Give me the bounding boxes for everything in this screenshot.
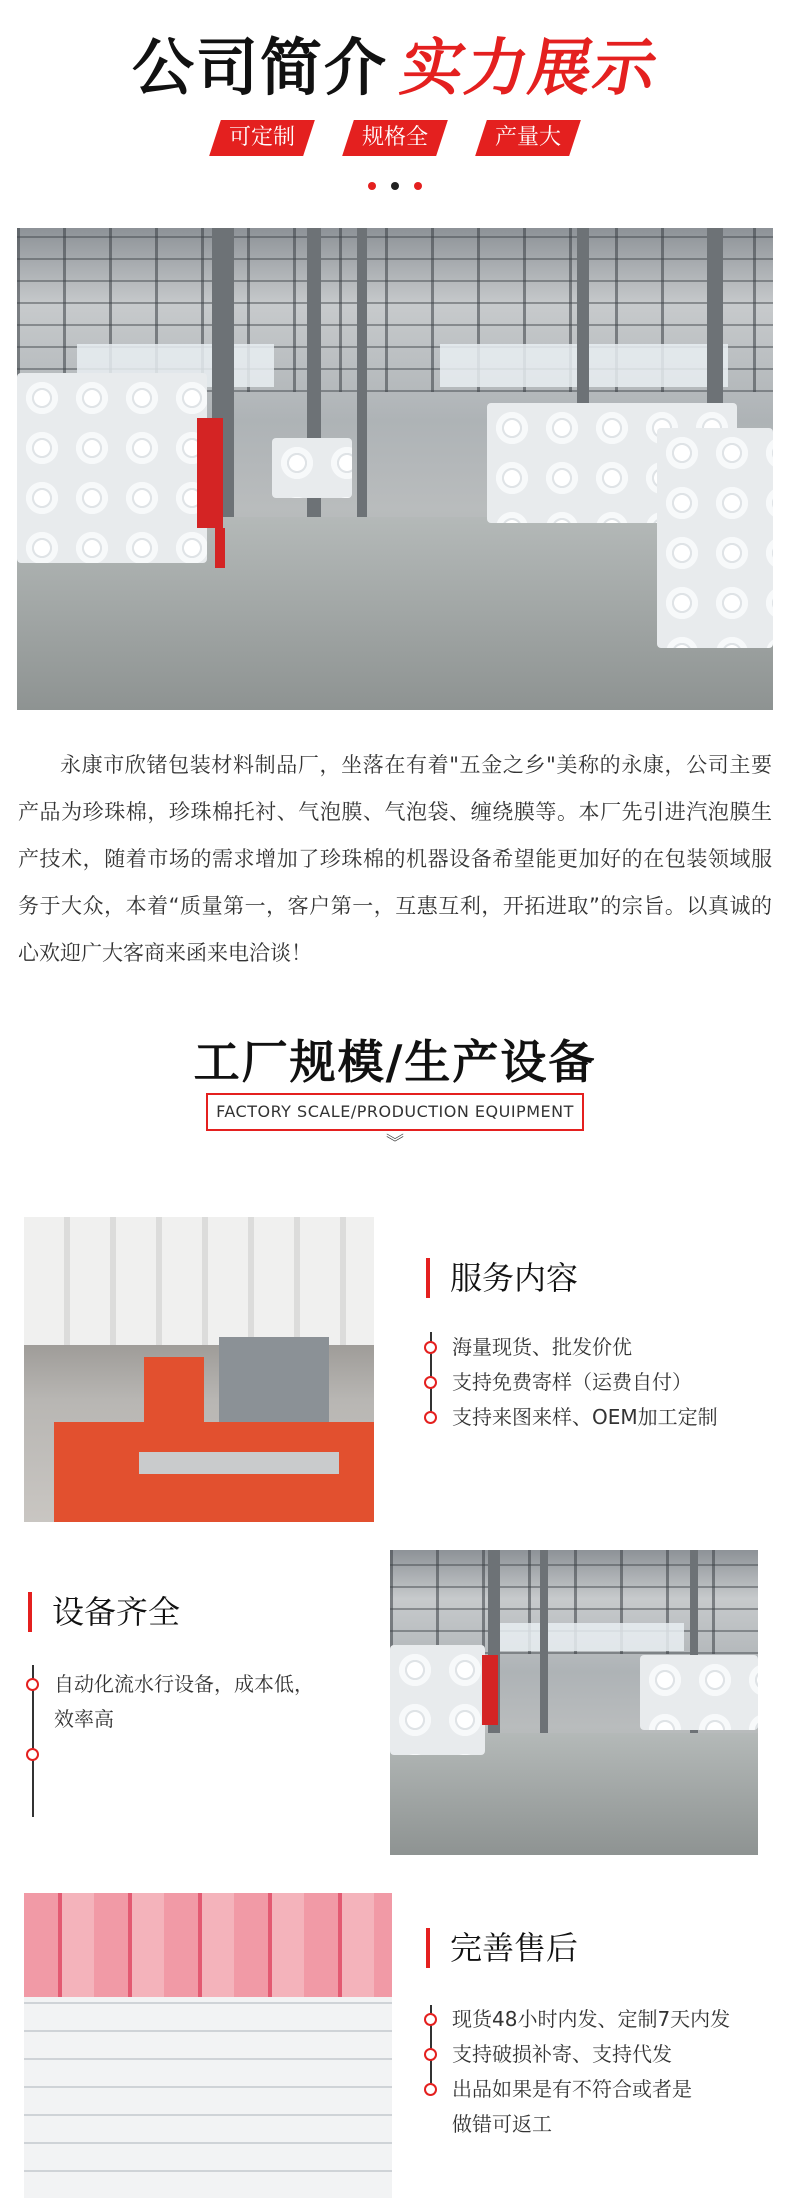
tag-customizable: 可定制 xyxy=(209,120,315,156)
list-item: 支持来图来样、OEM加工定制 xyxy=(424,1400,764,1435)
bullet-icon xyxy=(424,2048,437,2061)
bullet-icon xyxy=(424,1376,437,1389)
feature-service xyxy=(426,1258,766,1298)
list-item: 自动化流水行设备，成本低，效率高 xyxy=(26,1667,316,1737)
title-dark: 公司简介 xyxy=(131,31,388,104)
warehouse-photo-2 xyxy=(390,1550,758,1855)
bullet-icon xyxy=(424,1411,437,1424)
section-subtitle: FACTORY SCALE/PRODUCTION EQUIPMENT xyxy=(206,1093,584,1131)
page-title xyxy=(0,30,790,106)
bullet-icon xyxy=(26,1748,39,1761)
list-item: 现货48小时内发、定制7天内发 xyxy=(424,2002,754,2037)
feature-title: 完善售后 xyxy=(426,1928,766,1968)
bullet-icon xyxy=(26,1678,39,1691)
packaging-photo xyxy=(24,1893,392,2198)
feature-title: 设备齐全 xyxy=(28,1592,368,1632)
company-intro: 永康市欣锗包装材料制品厂，坐落在有着"五金之乡"美称的永康，公司主要产品为珍珠棉，珍珠棉托衬、气泡膜、气泡袋、缠绕膜等。本厂先引进汽泡膜生产技术，随着市场的需求增加了珍珠棉的机器设备希望能更加好的在包装领域服务于大众，本着“质量第一，客户第一，互惠互利，开拓进取”的宗旨。以真诚的心欢迎广大客商来函来电洽谈！ xyxy=(18,753,772,965)
bullet-icon xyxy=(424,2083,437,2096)
feature-list xyxy=(424,1330,764,1435)
carousel-dots xyxy=(368,182,422,192)
chevron-down-icon: ︾ xyxy=(386,1133,404,1154)
list-item: 支持破损补寄、支持代发 xyxy=(424,2037,754,2072)
equipment-photo xyxy=(24,1217,374,1522)
bullet-icon xyxy=(424,1341,437,1354)
section-title: 工厂规模/生产设备 xyxy=(193,1035,597,1089)
list-item xyxy=(26,1737,316,1772)
list-item: 出品如果是有不符合或者是做错可返工 xyxy=(424,2072,694,2142)
feature-tags xyxy=(215,120,575,156)
feature-title: 服务内容 xyxy=(426,1258,766,1298)
feature-list xyxy=(26,1667,316,1772)
dot-1 xyxy=(368,182,376,190)
warehouse-photo xyxy=(17,228,773,710)
tag-full-specs: 规格全 xyxy=(342,120,448,156)
dot-3 xyxy=(414,182,422,190)
dot-2 xyxy=(391,182,399,190)
list-item: 海量现货、批发价优 xyxy=(424,1330,764,1365)
tag-high-output: 产量大 xyxy=(475,120,581,156)
feature-list xyxy=(424,2002,754,2142)
feature-aftersales xyxy=(426,1928,766,1968)
list-item: 支持免费寄样（运费自付） xyxy=(424,1365,764,1400)
title-red: 实力展示 xyxy=(395,31,665,104)
bullet-icon xyxy=(424,2013,437,2026)
feature-equipment xyxy=(28,1592,368,1632)
